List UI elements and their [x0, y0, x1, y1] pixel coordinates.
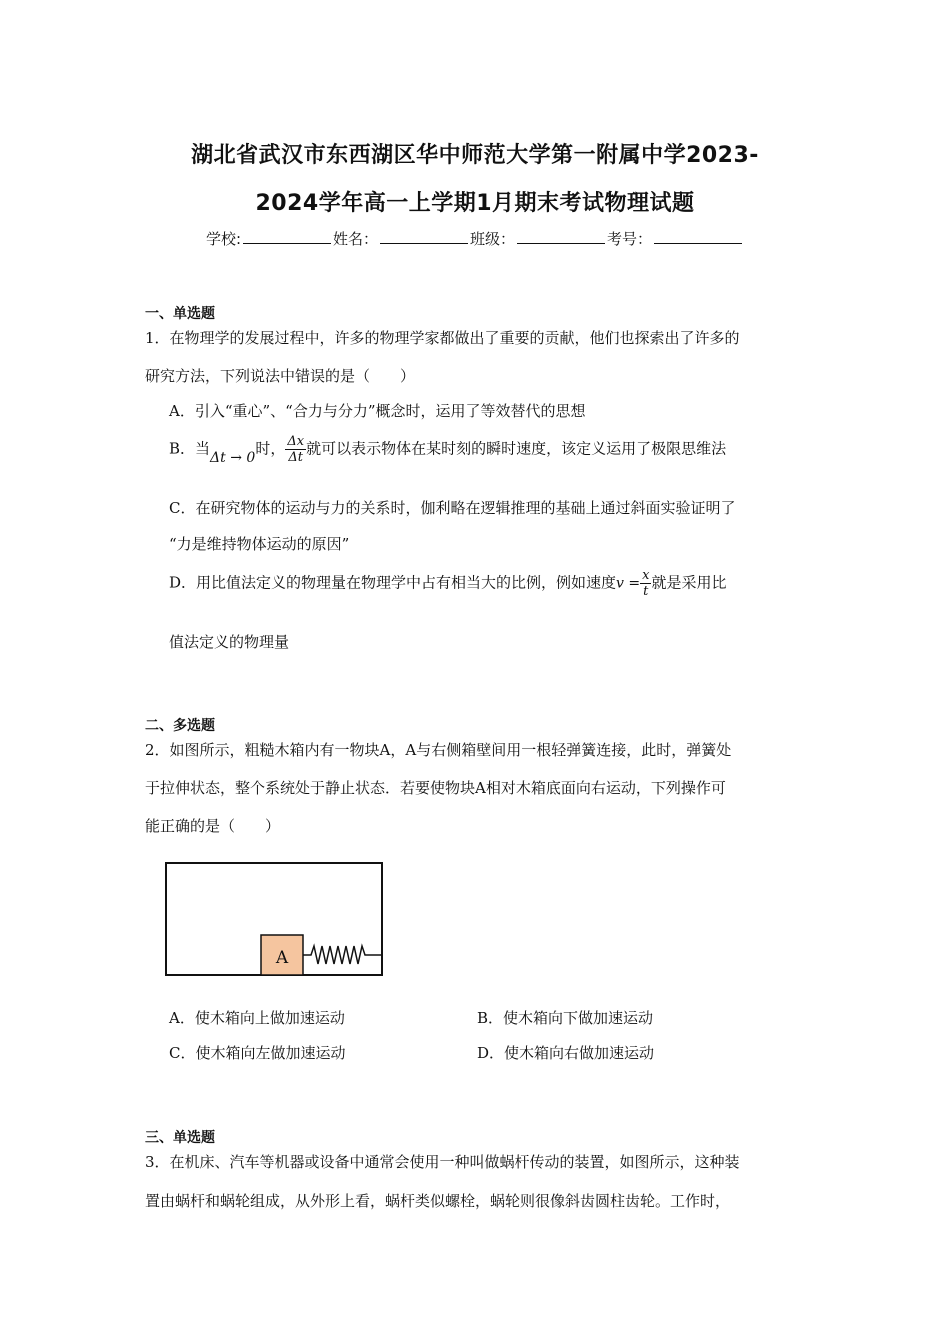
section-heading-2: 二、多选题: [145, 718, 215, 734]
q1-option-d-denominator: t: [640, 583, 651, 599]
class-blank: [517, 229, 605, 244]
box-spring-diagram: [165, 862, 387, 980]
q1-option-b-condition: Δt → 0: [210, 449, 256, 466]
class-label: 班级：: [470, 230, 516, 248]
exam-no-label: 考号：: [607, 230, 653, 248]
q1-option-c-line2: “力是维持物体运动的原因”: [169, 535, 350, 553]
section-heading-3: 三、单选题: [145, 1130, 215, 1146]
q1-option-c-line1: C．在研究物体的运动与力的关系时，伽利略在逻辑推理的基础上通过斜面实验证明了: [169, 499, 736, 517]
exam-no-blank: [654, 229, 742, 244]
q1-option-b-fraction: [285, 434, 306, 465]
q1-option-b-numerator: Δx: [287, 434, 305, 449]
q1-option-b-rest: 就可以表示物体在某时刻的瞬时速度，该定义运用了极限思维法: [306, 439, 727, 458]
q2-option-d: D．使木箱向右做加速运动: [477, 1044, 655, 1062]
name-blank: [380, 229, 468, 244]
q1-option-b: [169, 434, 726, 465]
q1-option-d-numerator: x: [642, 568, 650, 583]
section-heading-1: 一、单选题: [145, 306, 215, 322]
q1-option-b-prefix: B．当: [169, 439, 211, 458]
q1-option-b-denominator: Δt: [285, 449, 306, 465]
exam-title-line1: 湖北省武汉市东西湖区华中师范大学第一附属中学2023-: [191, 143, 759, 168]
q3-stem-line1: 3．在机床、汽车等机器或设备中通常会使用一种叫做蜗杆传动的装置，如图所示，这种装: [145, 1153, 740, 1171]
q1-option-d-variable: v =: [616, 575, 641, 592]
q2-stem-line2: 于拉伸状态，整个系统处于静止状态．若要使物块A相对木箱底面向右运动，下列操作可: [145, 779, 726, 797]
q1-option-d: [169, 568, 726, 599]
q3-stem-line2: 置由蜗杆和蜗轮组成，从外形上看，蜗杆类似螺栓，蜗轮则很像斜齿圆柱齿轮。工作时，: [145, 1192, 731, 1210]
q2-option-c: C．使木箱向左做加速运动: [169, 1044, 346, 1062]
q2-option-a: A．使木箱向上做加速运动: [169, 1009, 345, 1027]
q1-option-d-line2: 值法定义的物理量: [169, 633, 290, 651]
q2-stem-line3: 能正确的是（ ）: [145, 817, 281, 835]
block-a-label: A: [275, 948, 289, 968]
q1-option-b-mid: 时，: [255, 439, 286, 458]
q1-stem-line1: 1．在物理学的发展过程中，许多的物理学家都做出了重要的贡献，他们也探索出了许多的: [145, 329, 740, 347]
q1-option-a: A．引入“重心”、“合力与分力”概念时，运用了等效替代的思想: [169, 402, 586, 420]
q1-stem-line2: 研究方法，下列说法中错误的是（ ）: [145, 367, 416, 385]
q1-option-d-prefix: D．用比值法定义的物理量在物理学中占有相当大的比例，例如速度: [169, 573, 617, 592]
q2-option-b: B．使木箱向下做加速运动: [477, 1009, 654, 1027]
box-spring-figure: [165, 862, 387, 984]
spring: [303, 946, 381, 964]
exam-title-line2: 2024学年高一上学期1月期末考试物理试题: [255, 191, 695, 216]
q1-option-d-rest: 就是采用比: [651, 573, 727, 592]
q2-stem-line1: 2．如图所示，粗糙木箱内有一物块A，A与右侧箱壁间用一根轻弹簧连接，此时，弹簧处: [145, 741, 732, 759]
school-blank: [243, 229, 331, 244]
q1-option-d-fraction: [640, 568, 651, 599]
school-label: 学校:: [205, 230, 241, 248]
student-info-row: [0, 228, 950, 249]
name-label: 姓名：: [333, 230, 379, 248]
